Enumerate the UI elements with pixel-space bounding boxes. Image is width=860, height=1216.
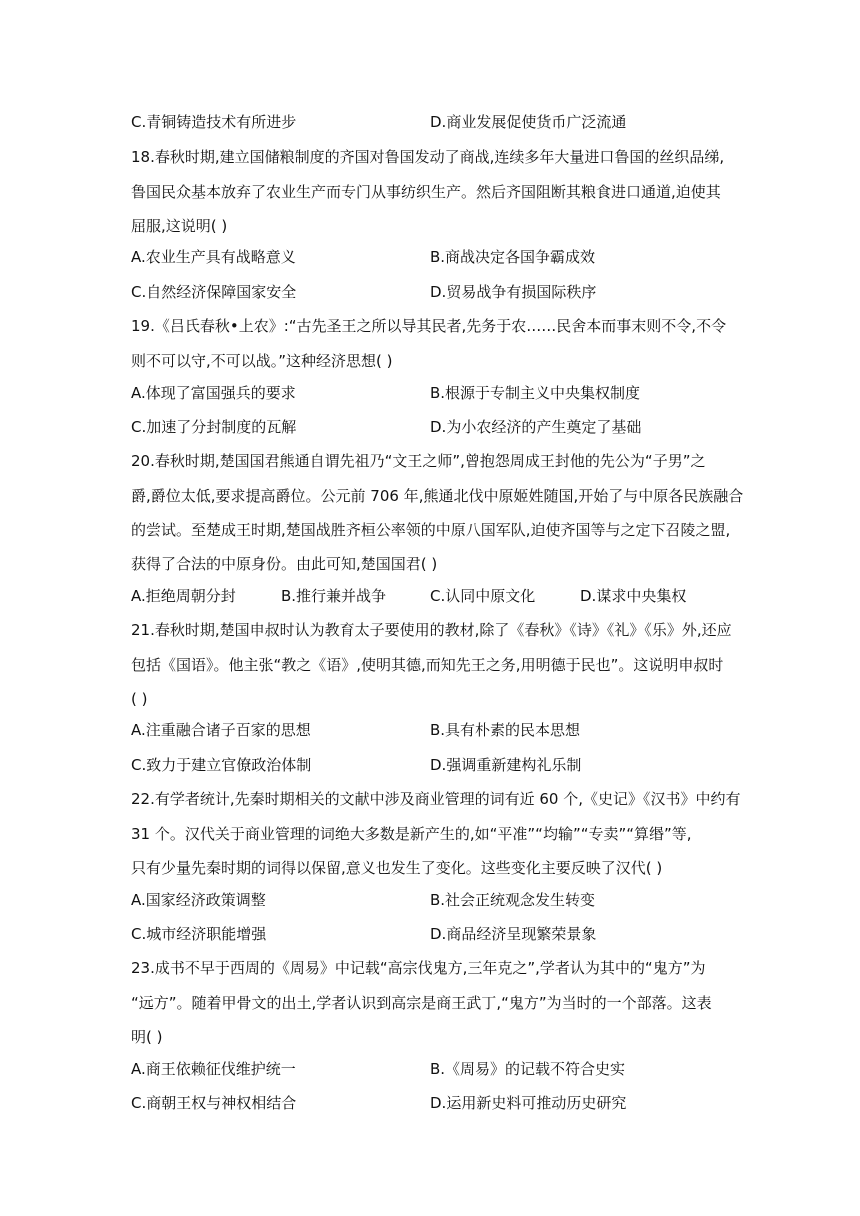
q18-option-c: C.自然经济保障国家安全 <box>131 283 297 301</box>
q23-stem-line-2: “远方”。随着甲骨文的出土,学者认识到高宗是商王武丁,“鬼方”为当时的一个部落。这表 <box>131 994 712 1012</box>
q21-option-b: B.具有朴素的民本思想 <box>430 721 581 739</box>
q23-option-a: A.商王依赖征伐维护统一 <box>131 1060 296 1078</box>
q18-option-a: A.农业生产具有战略意义 <box>131 248 296 266</box>
q21-option-d: D.强调重新建构礼乐制 <box>430 756 582 774</box>
q20-stem-line-1: 20.春秋时期,楚国国君熊通自谓先祖乃“文王之师”,曾抱怨周成王封他的先公为“子男”之 <box>131 452 706 470</box>
q18-stem-line-2: 鲁国民众基本放弃了农业生产而专门从事纺织生产。然后齐国阻断其粮食进口通道,迫使其 <box>131 183 721 201</box>
q18-option-d: D.贸易战争有损国际秩序 <box>430 283 597 301</box>
q23-stem-line-1: 23.成书不早于西周的《周易》中记载“高宗伐鬼方,三年克之”,学者认为其中的“鬼方”为 <box>131 959 706 977</box>
q22-stem-line-2: 31 个。汉代关于商业管理的词绝大多数是新产生的,如“平准”“均输”“专卖”“算缗”等, <box>131 825 692 843</box>
q22-option-c: C.城市经济职能增强 <box>131 925 267 943</box>
q19-option-a: A.体现了富国强兵的要求 <box>131 384 296 402</box>
q21-option-a: A.注重融合诸子百家的思想 <box>131 721 311 739</box>
q23-option-c: C.商朝王权与神权相结合 <box>131 1094 297 1112</box>
q18-option-b: B.商战决定各国争霸成效 <box>430 248 596 266</box>
q21-stem-line-1: 21.春秋时期,楚国申叔时认为教育太子要使用的教材,除了《春秋》《诗》《礼》《乐》外,还应 <box>131 621 732 639</box>
q23-stem-line-3: 明( ) <box>131 1028 163 1046</box>
q17-option-d: D.商业发展促使货币广泛流通 <box>430 113 627 131</box>
q18-stem-line-3: 屈服,这说明( ) <box>131 217 228 235</box>
q23-option-d: D.运用新史料可推动历史研究 <box>430 1094 627 1112</box>
q22-stem-line-1: 22.有学者统计,先秦时期相关的文献中涉及商业管理的词有近 60 个,《史记》《汉书》中约有 <box>131 790 741 808</box>
q22-option-d: D.商品经济呈现繁荣景象 <box>430 925 597 943</box>
q20-option-b: B.推行兼并战争 <box>281 587 387 605</box>
q20-stem-line-2: 爵,爵位太低,要求提高爵位。公元前 706 年,熊通北伐中原姬姓随国,开始了与中原各民族融合 <box>131 487 744 505</box>
q19-stem-line-1: 19.《吕氏春秋•上农》:“古先圣王之所以导其民者,先务于农……民舍本而事末则不令,不令 <box>131 317 727 335</box>
q20-stem-line-3: 的尝试。至楚成王时期,楚国战胜齐桓公率领的中原八国军队,迫使齐国等与之定下召陵之盟, <box>131 521 731 539</box>
q21-stem-line-3: ( ) <box>131 690 148 708</box>
q19-option-d: D.为小农经济的产生奠定了基础 <box>430 418 642 436</box>
q19-option-b: B.根源于专制主义中央集权制度 <box>430 384 641 402</box>
q18-stem-line-1: 18.春秋时期,建立国储粮制度的齐国对鲁国发动了商战,连续多年大量进口鲁国的丝织品绨, <box>131 148 725 166</box>
q22-option-a: A.国家经济政策调整 <box>131 891 266 909</box>
q20-stem-line-4: 获得了合法的中原身份。由此可知,楚国国君( ) <box>131 555 438 573</box>
q20-option-a: A.拒绝周朝分封 <box>131 587 236 605</box>
q20-option-c: C.认同中原文化 <box>430 587 536 605</box>
q22-option-b: B.社会正统观念发生转变 <box>430 891 596 909</box>
q23-option-b: B.《周易》的记载不符合史实 <box>430 1060 626 1078</box>
q19-option-c: C.加速了分封制度的瓦解 <box>131 418 297 436</box>
q21-stem-line-2: 包括《国语》。他主张“教之《语》,使明其德,而知先王之务,用明德于民也”。这说明申叔时 <box>131 656 724 674</box>
q20-option-d: D.谋求中央集权 <box>580 587 687 605</box>
q17-option-c: C.青铜铸造技术有所进步 <box>131 113 297 131</box>
q21-option-c: C.致力于建立官僚政治体制 <box>131 756 312 774</box>
q22-stem-line-3: 只有少量先秦时期的词得以保留,意义也发生了变化。这些变化主要反映了汉代( ) <box>131 859 663 877</box>
q19-stem-line-2: 则不可以守,不可以战。”这种经济思想( ) <box>131 352 393 370</box>
